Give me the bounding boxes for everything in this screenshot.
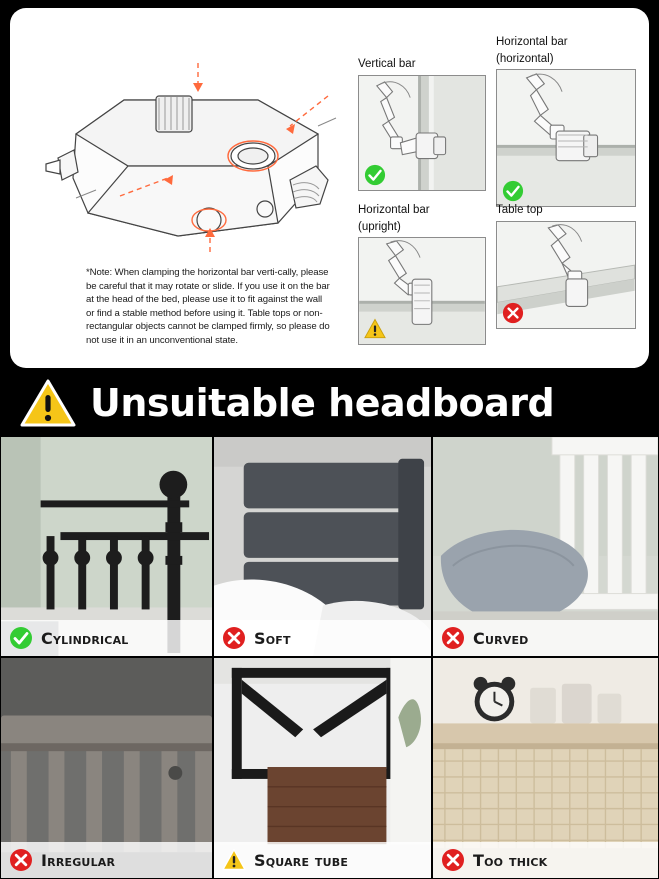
option-horizontal-bar-horizontal-image	[496, 69, 636, 207]
option-horizontal-bar-upright-label-2: (upright)	[358, 220, 401, 233]
status-cross-icon	[441, 848, 465, 872]
photo-caption	[433, 842, 658, 878]
top-instruction-panel	[10, 8, 649, 368]
clamp-illustration	[28, 38, 338, 253]
section-title-row	[0, 372, 659, 434]
photo-caption-label: Square tube	[254, 850, 349, 870]
photo-square-tube	[213, 657, 432, 879]
photo-irregular	[0, 657, 213, 879]
status-cross-icon	[222, 626, 246, 650]
headboard-photo-grid	[0, 436, 659, 879]
option-horizontal-bar-upright-label-1: Horizontal bar	[358, 204, 430, 216]
photo-caption-label: Too thick	[473, 850, 548, 870]
photo-caption-label: Curved	[473, 628, 529, 648]
photo-caption	[1, 842, 212, 878]
option-table-top-label: Table top	[496, 204, 543, 216]
photo-caption-label: Cylindrical	[41, 628, 129, 648]
status-warning-icon	[364, 318, 386, 340]
status-check-icon	[9, 626, 33, 650]
page-title: Unsuitable headboard	[90, 381, 555, 425]
option-vertical-bar-label: Vertical bar	[358, 58, 416, 70]
photo-caption	[1, 620, 212, 656]
status-warning-icon	[222, 848, 246, 872]
photo-caption	[214, 620, 431, 656]
status-cross-icon	[9, 848, 33, 872]
warning-triangle-icon	[20, 378, 76, 428]
photo-caption	[214, 842, 431, 878]
option-vertical-bar-image	[358, 75, 486, 191]
option-table-top-image	[496, 221, 636, 329]
status-cross-icon	[441, 626, 465, 650]
photo-caption-label: Soft	[254, 628, 291, 648]
status-cross-icon	[502, 302, 524, 324]
option-horizontal-bar-horizontal-label-1: Horizontal bar	[496, 36, 568, 48]
status-check-icon	[364, 164, 386, 186]
status-check-icon	[502, 180, 524, 202]
mounting-options-grid	[358, 36, 636, 366]
photo-soft	[213, 436, 432, 657]
photo-curved	[432, 436, 659, 657]
option-horizontal-bar-horizontal-label-2: (horizontal)	[496, 52, 554, 65]
photo-cylindrical	[0, 436, 213, 657]
clamping-note-text: *Note: When clamping the horizontal bar verti-cally, please be careful that it may rotate or slide. If you use it on the bar at the head of the bed, please use it to fit against the wall or find a stable method before using it. Table tops or non-rectangular objects cannot be clamped firmly, so please do not use it in an unconventional state.	[86, 267, 330, 347]
photo-caption	[433, 620, 658, 656]
photo-caption-label: Irregular	[41, 850, 116, 870]
option-horizontal-bar-upright-image	[358, 237, 486, 345]
option-vertical-bar	[358, 58, 486, 191]
option-horizontal-bar-horizontal	[496, 36, 636, 207]
option-table-top	[496, 204, 636, 329]
option-horizontal-bar-upright	[358, 204, 486, 345]
photo-too-thick	[432, 657, 659, 879]
